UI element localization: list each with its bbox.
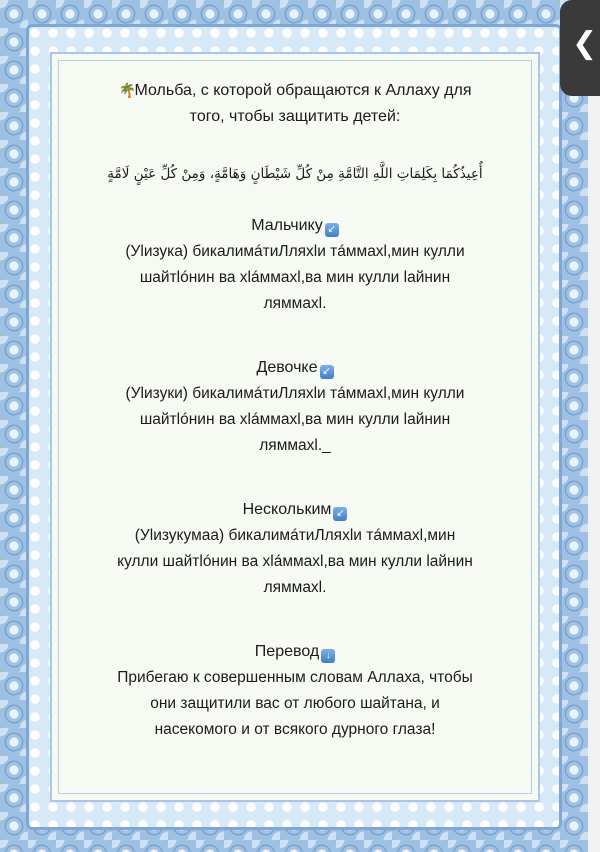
section-several xyxy=(59,497,531,601)
document-title xyxy=(59,77,531,130)
title-line-1-text: Мольба, с которой обращаются к Аллаху для xyxy=(134,82,472,99)
several-line-2: кулли шайтlóнин ва хláммахl,ва мин кулли lайнин xyxy=(117,553,473,570)
arrow-badge-icon: ↙ xyxy=(320,365,334,379)
boy-line-1: (Уlизука) бикалимáтиЛляхlи тáммахl,мин кулли xyxy=(125,243,465,260)
translation-line-1: Прибегаю к совершенным словам Аллаха, чтобы xyxy=(117,669,473,686)
translation-line-2: они защитили вас от любого шайтана, и xyxy=(150,695,440,712)
several-heading-text: Нескольким xyxy=(242,501,332,518)
arabic-dua: أُعِيذُكُمَا بِكَلِمَاتِ اللَّهِ التَّامَّةِ مِنْ كُلِّ شَيْطَانٍ وَهَامَّةٍ، وَمِنْ كُلِّ عَيْنٍ لَامَّةٍ xyxy=(107,166,483,182)
palm-icon: 🌴 xyxy=(118,82,136,98)
section-several-heading xyxy=(59,497,531,523)
several-line-3: ляммахl. xyxy=(263,579,327,596)
boy-heading-text: Мальчику xyxy=(251,217,323,234)
section-boy xyxy=(59,213,531,317)
girl-line-3: ляммахl._ xyxy=(259,437,331,454)
section-translation-heading xyxy=(59,639,531,665)
girl-line-2: шайтlóнин ва хláммахl,ва мин кулли lайнин xyxy=(139,411,451,428)
arrow-badge-icon: ↙ xyxy=(333,507,347,521)
title-line-1 xyxy=(59,77,531,104)
translation-heading-text: Перевод xyxy=(254,643,320,660)
chevron-left-icon: ❮ xyxy=(572,26,598,61)
document-card xyxy=(58,60,532,794)
section-boy-heading xyxy=(59,213,531,239)
boy-line-3: ляммахl. xyxy=(263,295,327,312)
section-translation xyxy=(59,639,531,743)
girl-line-1: (Уlизуки) бикалимáтиЛляхlи тáммахl,мин кулли xyxy=(125,385,465,402)
section-girl xyxy=(59,355,531,459)
boy-line-2: шайтlóнин ва хláммахl,ва мин кулли lайнин xyxy=(139,269,451,286)
section-girl-heading xyxy=(59,355,531,381)
arrow-down-badge-icon: ↓ xyxy=(321,649,335,663)
girl-heading-text: Девочке xyxy=(256,359,318,376)
translation-line-3: насекомого и от всякого дурного глаза! xyxy=(154,721,436,738)
side-panel-toggle-button[interactable] xyxy=(560,0,600,96)
several-line-1: (Уlизукумаа) бикалимáтиЛляхlи тáммахl,мин xyxy=(134,527,456,544)
arrow-badge-icon: ↙ xyxy=(325,223,339,237)
title-line-2: того, чтобы защитить детей: xyxy=(189,108,401,125)
